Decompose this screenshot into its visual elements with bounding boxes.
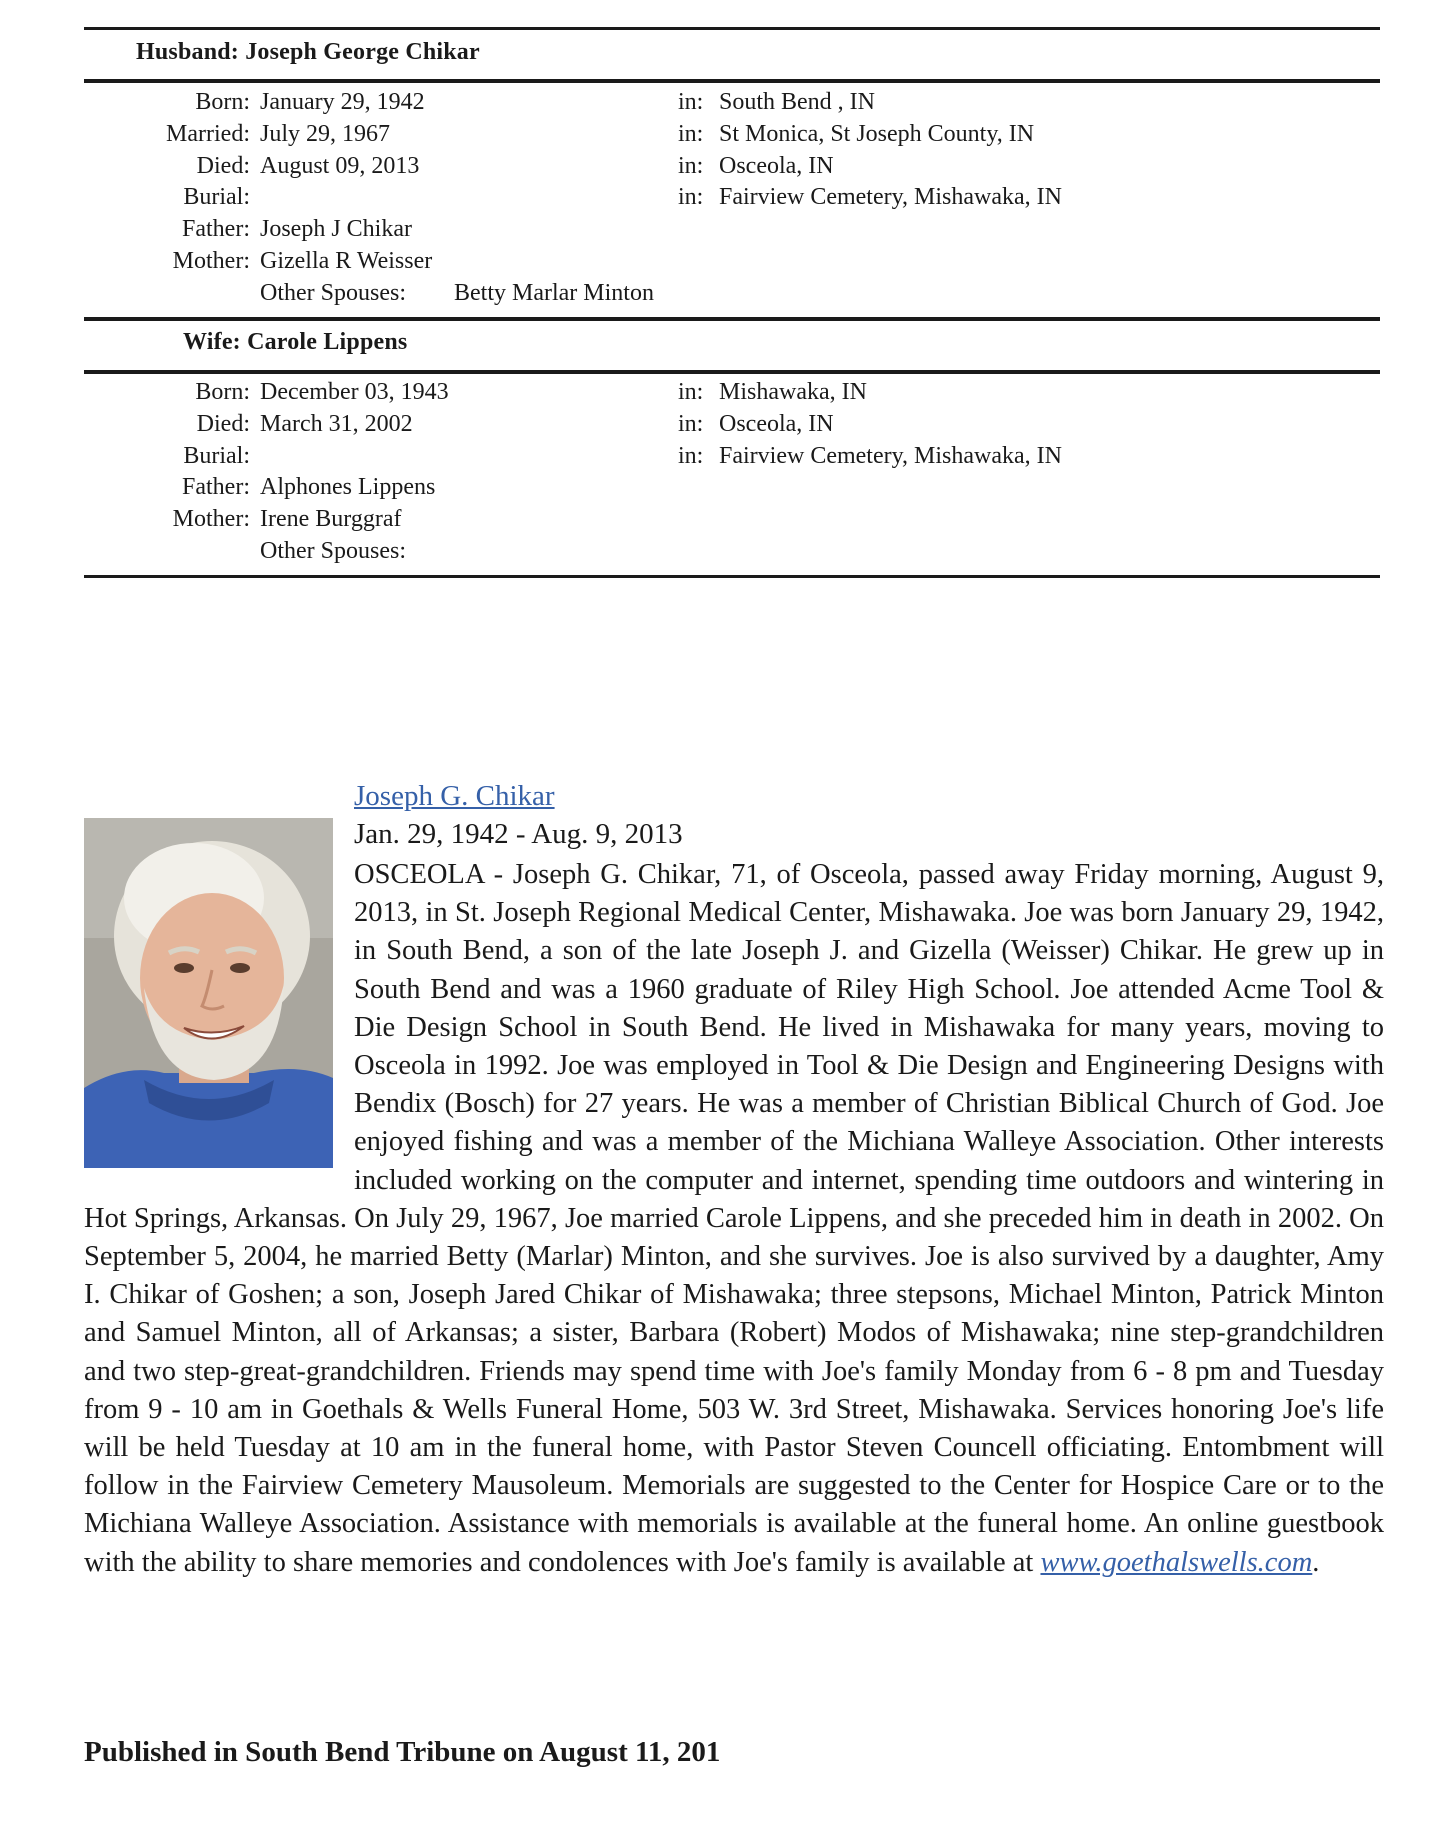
field-label: Died:: [196, 410, 250, 437]
wife-row: [0, 440, 1445, 472]
obituary-body: [84, 856, 1384, 1582]
funeral-home-link[interactable]: www.goethalswells.com: [1040, 1546, 1313, 1578]
husband-row: [0, 118, 1445, 150]
husband-header: [136, 39, 480, 66]
published-line: Published in South Bend Tribune on August 11, 201: [84, 1736, 721, 1768]
place-value: Mishawaka, IN: [719, 379, 867, 405]
husband-header-label: Husband:: [136, 39, 239, 65]
place-value: St Monica, St Joseph County, IN: [719, 120, 1035, 147]
wife-header-label: Wife:: [183, 329, 241, 355]
obituary-text: OSCEOLA - Joseph G. Chikar, 71, of Osceola, passed away Friday morning, August 9, 2013, in St. Joseph Regional Medical Center, Mishawaka. Joe was born January 29, 1942, in South Bend, a son of the late Joseph J. and Gizella (Weisser) Chikar. He grew up in South Bend and was a 1960 graduate of Riley High School. Joe attended Acme Tool & Die Design School in South Bend. He lived in Mishawaka for many years, moving to Osceola in 1992. Joe was employed in Tool & Die Design and Engineering Designs with Bendix (Bosch) for 27 years. He was a member of Christian Biblical Church of God. Joe enjoyed fishing and was a member of the Michiana Walleye Association. Other interests included working on the computer and internet, spending time outdoors and wintering in Hot Springs, Arkansas. On July 29, 1967, Joe married Carole Lippens, and she preceded him in death in 2002. On September 5, 2004, he married Betty (Marlar) Minton, and she survives. Joe is also survived by a daughter, Amy I. Chikar of Goshen; a son, Joseph Jared Chikar of Mishawaka; three stepsons, Michael Minton, Patrick Minton and Samuel Minton, all of Arkansas; a sister, Barbara (Robert) Modos of Mishawaka; nine step-grandchildren and two step-great-grandchildren. Friends may spend time with Joe's family Monday from 6 - 8 pm and Tuesday from 9 - 10 am in Goethals & Wells Funeral Home, 503 W. 3rd Street, Mishawaka. Services honoring Joe's life will be held Tuesday at 10 am in the funeral home, with Pastor Steven Councell officiating. Entombment will follow in the Fairview Cemetery Mausoleum. Memorials are suggested to the Center for Hospice Care or to the Michiana Walleye Association. Assistance with memorials is available at the funeral home. An online guestbook with the ability to share memories and condolences with Joe's family is available at: [84, 859, 1384, 1578]
place-value: Fairview Cemetery, Mishawaka, IN: [719, 184, 1063, 211]
field-label: Father:: [182, 216, 250, 243]
field-label: Mother:: [172, 248, 250, 274]
field-value: Gizella R Weisser: [260, 248, 433, 274]
place-value: Osceola, IN: [719, 410, 834, 437]
field-value: Joseph J Chikar: [260, 216, 412, 243]
field-value: Alphones Lippens: [260, 474, 436, 501]
bottom-rule: [84, 575, 1380, 578]
in-label: in:: [678, 184, 704, 211]
field-value: January 29, 1942: [260, 89, 425, 115]
wife-name: Carole Lippens: [247, 329, 408, 355]
husband-rule: [84, 79, 1380, 83]
field-value: March 31, 2002: [260, 410, 413, 437]
wife-rule: [84, 370, 1380, 374]
field-label: Father:: [182, 474, 250, 501]
field-value: August 09, 2013: [260, 152, 420, 179]
husband-row: [0, 245, 1445, 277]
field-label: Mother:: [172, 506, 250, 533]
wife-header: [183, 329, 407, 356]
in-label: in:: [678, 89, 704, 115]
husband-name: Joseph George Chikar: [245, 39, 480, 65]
husband-row: [0, 86, 1445, 118]
top-rule: [84, 27, 1380, 30]
field-label: Burial:: [183, 184, 250, 211]
husband-other-spouses: [0, 277, 1445, 309]
wife-row: [0, 503, 1445, 535]
husband-row: [0, 150, 1445, 182]
wife-row: [0, 471, 1445, 503]
wife-other-spouses: [0, 535, 1445, 567]
husband-row: [0, 213, 1445, 245]
field-value: Irene Burggraf: [260, 506, 402, 533]
in-label: in:: [678, 442, 704, 469]
in-label: in:: [678, 410, 704, 437]
obituary-dates: Jan. 29, 1942 - Aug. 9, 2013: [354, 818, 683, 850]
field-label: Died:: [196, 152, 250, 179]
photo-spacer: [84, 856, 354, 1194]
place-value: Fairview Cemetery, Mishawaka, IN: [719, 442, 1063, 469]
obituary-name-link[interactable]: Joseph G. Chikar: [354, 780, 555, 812]
husband-row: [0, 181, 1445, 213]
obituary-end-punct: .: [1312, 1546, 1320, 1578]
place-value: Osceola, IN: [719, 152, 834, 179]
field-label: Married:: [166, 120, 250, 147]
wife-row: [0, 376, 1445, 408]
field-value: December 03, 1943: [260, 379, 449, 405]
field-label: Born:: [195, 379, 250, 405]
in-label: in:: [678, 120, 704, 147]
in-label: in:: [678, 152, 704, 179]
field-label: Burial:: [183, 442, 250, 469]
other-spouses-value: Betty Marlar Minton: [454, 280, 654, 306]
wife-top-rule: [84, 317, 1380, 321]
place-value: South Bend , IN: [719, 89, 875, 115]
field-label: Born:: [195, 89, 250, 115]
wife-other-spouses-label: Other Spouses:: [260, 538, 406, 564]
in-label: in:: [678, 379, 704, 405]
other-spouses-label: Other Spouses:: [260, 280, 406, 306]
wife-row: [0, 408, 1445, 440]
field-value: July 29, 1967: [260, 120, 391, 147]
